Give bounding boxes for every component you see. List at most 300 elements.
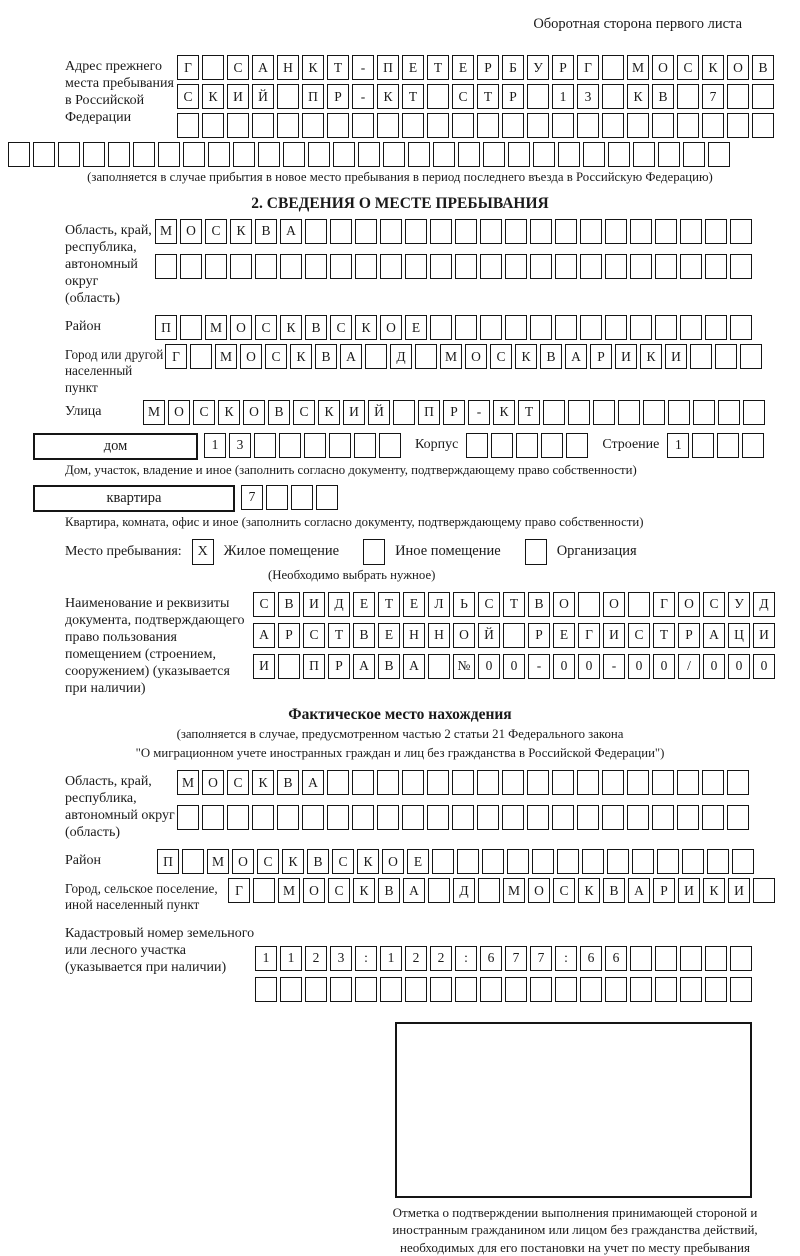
char-cell: И: [678, 878, 700, 903]
char-cell: Ц: [728, 623, 750, 648]
char-cell: [177, 805, 199, 830]
char-cell: Е: [403, 592, 425, 617]
char-cell: Р: [328, 654, 350, 679]
char-cell: О: [528, 878, 550, 903]
char-cell: С: [253, 592, 275, 617]
street-label: Улица: [65, 403, 102, 419]
char-cell: :: [355, 946, 377, 971]
char-cell: Н: [428, 623, 450, 648]
char-cell: [680, 946, 702, 971]
char-cell: [628, 592, 650, 617]
char-cell: [530, 315, 552, 340]
char-cell: [602, 805, 624, 830]
char-cell: [727, 770, 749, 795]
char-cell: М: [143, 400, 165, 425]
actual-district-row: [157, 849, 754, 874]
char-cell: [180, 254, 202, 279]
prev-address-row-1: [177, 55, 774, 80]
char-cell: [352, 770, 374, 795]
char-cell: О: [168, 400, 190, 425]
char-cell: [727, 805, 749, 830]
char-cell: [677, 770, 699, 795]
char-cell: Е: [402, 55, 424, 80]
char-cell: [680, 315, 702, 340]
char-cell: [742, 433, 764, 458]
city-label: Город или другой населенный пункт: [65, 347, 164, 395]
char-cell: [730, 946, 752, 971]
char-cell: Г: [165, 344, 187, 369]
char-cell: [652, 805, 674, 830]
char-cell: [202, 805, 224, 830]
char-cell: 7: [505, 946, 527, 971]
street-row: [143, 400, 765, 425]
char-cell: [730, 254, 752, 279]
char-cell: [177, 113, 199, 138]
char-cell: [427, 113, 449, 138]
char-cell: [655, 315, 677, 340]
char-cell: [605, 254, 627, 279]
char-cell: [583, 142, 605, 167]
char-cell: [555, 219, 577, 244]
char-cell: [280, 977, 302, 1002]
char-cell: [377, 113, 399, 138]
region-label: Область, край, республика, автономный округ (область): [65, 222, 152, 307]
char-cell: [580, 254, 602, 279]
apartment-cells: [241, 485, 338, 510]
char-cell: [304, 433, 326, 458]
actual-district-label: Район: [65, 853, 101, 869]
actual-location-title: Фактическое место нахождения: [288, 706, 512, 724]
char-cell: М: [205, 315, 227, 340]
char-cell: [427, 770, 449, 795]
korpus-cells: [466, 433, 588, 458]
char-cell: М: [440, 344, 462, 369]
char-cell: 2: [430, 946, 452, 971]
char-cell: [505, 254, 527, 279]
char-cell: 6: [580, 946, 602, 971]
char-cell: 0: [753, 654, 775, 679]
region-row-2: [155, 254, 752, 279]
char-cell: [305, 977, 327, 1002]
char-cell: [580, 219, 602, 244]
char-cell: А: [403, 654, 425, 679]
city-block: [65, 344, 800, 395]
char-cell: [478, 878, 500, 903]
char-cell: [393, 400, 415, 425]
char-cell: К: [230, 219, 252, 244]
char-cell: [705, 254, 727, 279]
char-cell: [657, 849, 679, 874]
char-cell: [482, 849, 504, 874]
char-cell: [155, 254, 177, 279]
char-cell: Е: [407, 849, 429, 874]
char-cell: Т: [427, 55, 449, 80]
char-cell: [630, 254, 652, 279]
char-cell: [452, 113, 474, 138]
char-cell: [718, 400, 740, 425]
char-cell: 1: [667, 433, 689, 458]
char-cell: [330, 254, 352, 279]
char-cell: [577, 805, 599, 830]
prev-address-rows: [177, 55, 774, 138]
stay-type-checkbox-other: [363, 539, 385, 565]
page-header: Оборотная сторона первого листа: [533, 16, 742, 32]
char-cell: С: [227, 55, 249, 80]
region-rows: [155, 219, 752, 279]
char-cell: :: [455, 946, 477, 971]
house-note: Дом, участок, владение и иное (заполнить согласно документу, подтверждающему право собственности): [65, 462, 637, 477]
char-cell: Т: [328, 623, 350, 648]
char-cell: [330, 219, 352, 244]
char-cell: [555, 977, 577, 1002]
char-cell: И: [665, 344, 687, 369]
char-cell: 0: [578, 654, 600, 679]
char-cell: [532, 849, 554, 874]
char-cell: [677, 84, 699, 109]
char-cell: [530, 219, 552, 244]
char-cell: А: [340, 344, 362, 369]
char-cell: К: [302, 55, 324, 80]
char-cell: [458, 142, 480, 167]
char-cell: О: [553, 592, 575, 617]
char-cell: М: [215, 344, 237, 369]
char-cell: Й: [478, 623, 500, 648]
char-cell: [430, 254, 452, 279]
char-cell: [752, 84, 774, 109]
char-cell: [503, 623, 525, 648]
char-cell: К: [218, 400, 240, 425]
char-cell: [505, 977, 527, 1002]
char-cell: 1: [380, 946, 402, 971]
char-cell: К: [578, 878, 600, 903]
char-cell: [527, 84, 549, 109]
char-cell: [58, 142, 80, 167]
street-block: [65, 400, 800, 425]
char-cell: [680, 219, 702, 244]
char-cell: В: [378, 654, 400, 679]
region-row-1: [155, 219, 752, 244]
char-cell: 7: [702, 84, 724, 109]
char-cell: 7: [241, 485, 263, 510]
char-cell: 0: [628, 654, 650, 679]
char-cell: [352, 805, 374, 830]
char-cell: [655, 946, 677, 971]
char-cell: Ь: [453, 592, 475, 617]
char-cell: 3: [229, 433, 251, 458]
char-cell: П: [377, 55, 399, 80]
char-cell: 0: [653, 654, 675, 679]
char-cell: О: [465, 344, 487, 369]
apartment-note: Квартира, комната, офис и иное (заполнить согласно документу, подтверждающему право собственности): [65, 514, 644, 529]
char-cell: [680, 254, 702, 279]
char-cell: [455, 254, 477, 279]
char-cell: [555, 254, 577, 279]
cadastre-row-2: [255, 977, 752, 1002]
char-cell: Т: [477, 84, 499, 109]
char-cell: -: [468, 400, 490, 425]
char-cell: [227, 113, 249, 138]
char-cell: [708, 142, 730, 167]
char-cell: [402, 805, 424, 830]
char-cell: [692, 433, 714, 458]
char-cell: [327, 770, 349, 795]
doc-block: [65, 592, 800, 697]
char-cell: [430, 219, 452, 244]
char-cell: [630, 946, 652, 971]
char-cell: [379, 433, 401, 458]
actual-city-label: Город, сельское поселение, иной населенный пункт: [65, 881, 218, 913]
char-cell: [527, 113, 549, 138]
char-cell: О: [652, 55, 674, 80]
char-cell: О: [603, 592, 625, 617]
char-cell: С: [677, 55, 699, 80]
char-cell: [352, 113, 374, 138]
char-cell: С: [303, 623, 325, 648]
char-cell: [230, 254, 252, 279]
char-cell: [502, 805, 524, 830]
char-cell: М: [177, 770, 199, 795]
char-cell: [277, 805, 299, 830]
char-cell: [377, 770, 399, 795]
actual-district-block: [65, 849, 800, 874]
char-cell: /: [678, 654, 700, 679]
char-cell: [408, 142, 430, 167]
char-cell: [233, 142, 255, 167]
char-cell: И: [753, 623, 775, 648]
char-cell: Н: [277, 55, 299, 80]
char-cell: Д: [753, 592, 775, 617]
char-cell: О: [232, 849, 254, 874]
char-cell: 1: [255, 946, 277, 971]
char-cell: 1: [280, 946, 302, 971]
char-cell: [480, 219, 502, 244]
char-cell: [677, 113, 699, 138]
char-cell: [593, 400, 615, 425]
char-cell: [330, 977, 352, 1002]
char-cell: [354, 433, 376, 458]
char-cell: [630, 219, 652, 244]
char-cell: В: [255, 219, 277, 244]
char-cell: [316, 485, 338, 510]
char-cell: [730, 977, 752, 1002]
char-cell: Г: [653, 592, 675, 617]
actual-region-block: [65, 770, 800, 841]
char-cell: [655, 254, 677, 279]
char-cell: К: [202, 84, 224, 109]
char-cell: 0: [728, 654, 750, 679]
char-cell: [705, 946, 727, 971]
char-cell: О: [243, 400, 265, 425]
cadastre-rows: [255, 946, 752, 1002]
char-cell: В: [278, 592, 300, 617]
char-cell: [505, 219, 527, 244]
char-cell: [455, 977, 477, 1002]
char-cell: [355, 254, 377, 279]
char-cell: [690, 344, 712, 369]
char-cell: [655, 219, 677, 244]
cadastre-block: [65, 922, 800, 1002]
char-cell: А: [302, 770, 324, 795]
char-cell: [627, 113, 649, 138]
char-cell: [380, 254, 402, 279]
char-cell: [208, 142, 230, 167]
char-cell: [693, 400, 715, 425]
house-row: [33, 433, 800, 460]
char-cell: О: [382, 849, 404, 874]
char-cell: [202, 55, 224, 80]
prev-address-label: Адрес прежнего места пребывания в Российской Федерации: [65, 59, 174, 126]
char-cell: -: [352, 55, 374, 80]
char-cell: Р: [278, 623, 300, 648]
char-cell: [278, 654, 300, 679]
char-cell: А: [253, 623, 275, 648]
char-cell: О: [303, 878, 325, 903]
actual-region-row-2: [177, 805, 749, 830]
char-cell: [705, 977, 727, 1002]
char-cell: [627, 805, 649, 830]
char-cell: [227, 805, 249, 830]
char-cell: О: [453, 623, 475, 648]
char-cell: Е: [353, 592, 375, 617]
prev-address-row-2: [177, 84, 774, 109]
char-cell: К: [515, 344, 537, 369]
char-cell: С: [452, 84, 474, 109]
char-cell: [355, 977, 377, 1002]
char-cell: В: [277, 770, 299, 795]
char-cell: [502, 770, 524, 795]
district-block: [65, 315, 800, 340]
char-cell: [455, 315, 477, 340]
char-cell: [627, 770, 649, 795]
char-cell: О: [240, 344, 262, 369]
char-cell: [602, 84, 624, 109]
char-cell: Д: [453, 878, 475, 903]
char-cell: Е: [378, 623, 400, 648]
korpus-label: Корпус: [415, 436, 459, 452]
char-cell: У: [728, 592, 750, 617]
actual-city-block: [65, 878, 800, 913]
char-cell: [740, 344, 762, 369]
char-cell: [133, 142, 155, 167]
char-cell: [727, 84, 749, 109]
char-cell: К: [627, 84, 649, 109]
char-cell: С: [255, 315, 277, 340]
char-cell: В: [268, 400, 290, 425]
char-cell: Б: [502, 55, 524, 80]
char-cell: [427, 805, 449, 830]
char-cell: В: [652, 84, 674, 109]
stroenie-cells: [667, 433, 764, 458]
char-cell: [658, 142, 680, 167]
char-cell: К: [252, 770, 274, 795]
stay-type-option-organization: Организация: [556, 543, 637, 560]
char-cell: И: [227, 84, 249, 109]
char-cell: Р: [502, 84, 524, 109]
char-cell: [507, 849, 529, 874]
char-cell: М: [503, 878, 525, 903]
char-cell: М: [627, 55, 649, 80]
char-cell: [541, 433, 563, 458]
char-cell: К: [290, 344, 312, 369]
char-cell: К: [640, 344, 662, 369]
char-cell: Т: [402, 84, 424, 109]
char-cell: М: [278, 878, 300, 903]
char-cell: [428, 654, 450, 679]
char-cell: К: [377, 84, 399, 109]
char-cell: [327, 805, 349, 830]
char-cell: В: [305, 315, 327, 340]
char-cell: [305, 254, 327, 279]
char-cell: [577, 770, 599, 795]
stay-type-label: Место пребывания:: [65, 544, 182, 560]
char-cell: [502, 113, 524, 138]
char-cell: [355, 219, 377, 244]
char-cell: О: [678, 592, 700, 617]
char-cell: Н: [403, 623, 425, 648]
char-cell: [552, 805, 574, 830]
char-cell: [480, 315, 502, 340]
char-cell: [555, 315, 577, 340]
district-row: [155, 315, 752, 340]
char-cell: Е: [553, 623, 575, 648]
char-cell: [630, 315, 652, 340]
char-cell: [483, 142, 505, 167]
char-cell: 6: [605, 946, 627, 971]
char-cell: [427, 84, 449, 109]
char-cell: 1: [204, 433, 226, 458]
char-cell: [702, 113, 724, 138]
char-cell: [582, 849, 604, 874]
char-cell: В: [378, 878, 400, 903]
char-cell: А: [403, 878, 425, 903]
char-cell: [605, 315, 627, 340]
char-cell: В: [528, 592, 550, 617]
char-cell: [568, 400, 590, 425]
char-cell: [743, 400, 765, 425]
char-cell: [578, 592, 600, 617]
char-cell: Р: [678, 623, 700, 648]
char-cell: Р: [552, 55, 574, 80]
char-cell: Т: [327, 55, 349, 80]
char-cell: А: [252, 55, 274, 80]
char-cell: [680, 977, 702, 1002]
char-cell: К: [703, 878, 725, 903]
actual-region-label: Область, край, республика, автономный округ (область): [65, 774, 175, 841]
char-cell: Т: [503, 592, 525, 617]
char-cell: [577, 113, 599, 138]
char-cell: У: [527, 55, 549, 80]
char-cell: [727, 113, 749, 138]
char-cell: К: [282, 849, 304, 874]
char-cell: В: [315, 344, 337, 369]
char-cell: [405, 254, 427, 279]
char-cell: [466, 433, 488, 458]
char-cell: [280, 254, 302, 279]
char-cell: Т: [378, 592, 400, 617]
char-cell: [477, 805, 499, 830]
doc-label: Наименование и реквизиты документа, подтверждающего право пользования помещением (строением, сооружением) (указывается при наличии): [65, 595, 245, 696]
char-cell: Г: [577, 55, 599, 80]
actual-location-note-2: "О миграционном учете иностранных граждан и лиц без гражданства в Российской Федерации"): [135, 746, 665, 761]
char-cell: С: [227, 770, 249, 795]
char-cell: [205, 254, 227, 279]
doc-row-1: [253, 592, 775, 617]
char-cell: К: [280, 315, 302, 340]
char-cell: [433, 142, 455, 167]
char-cell: С: [205, 219, 227, 244]
char-cell: [83, 142, 105, 167]
char-cell: 0: [478, 654, 500, 679]
